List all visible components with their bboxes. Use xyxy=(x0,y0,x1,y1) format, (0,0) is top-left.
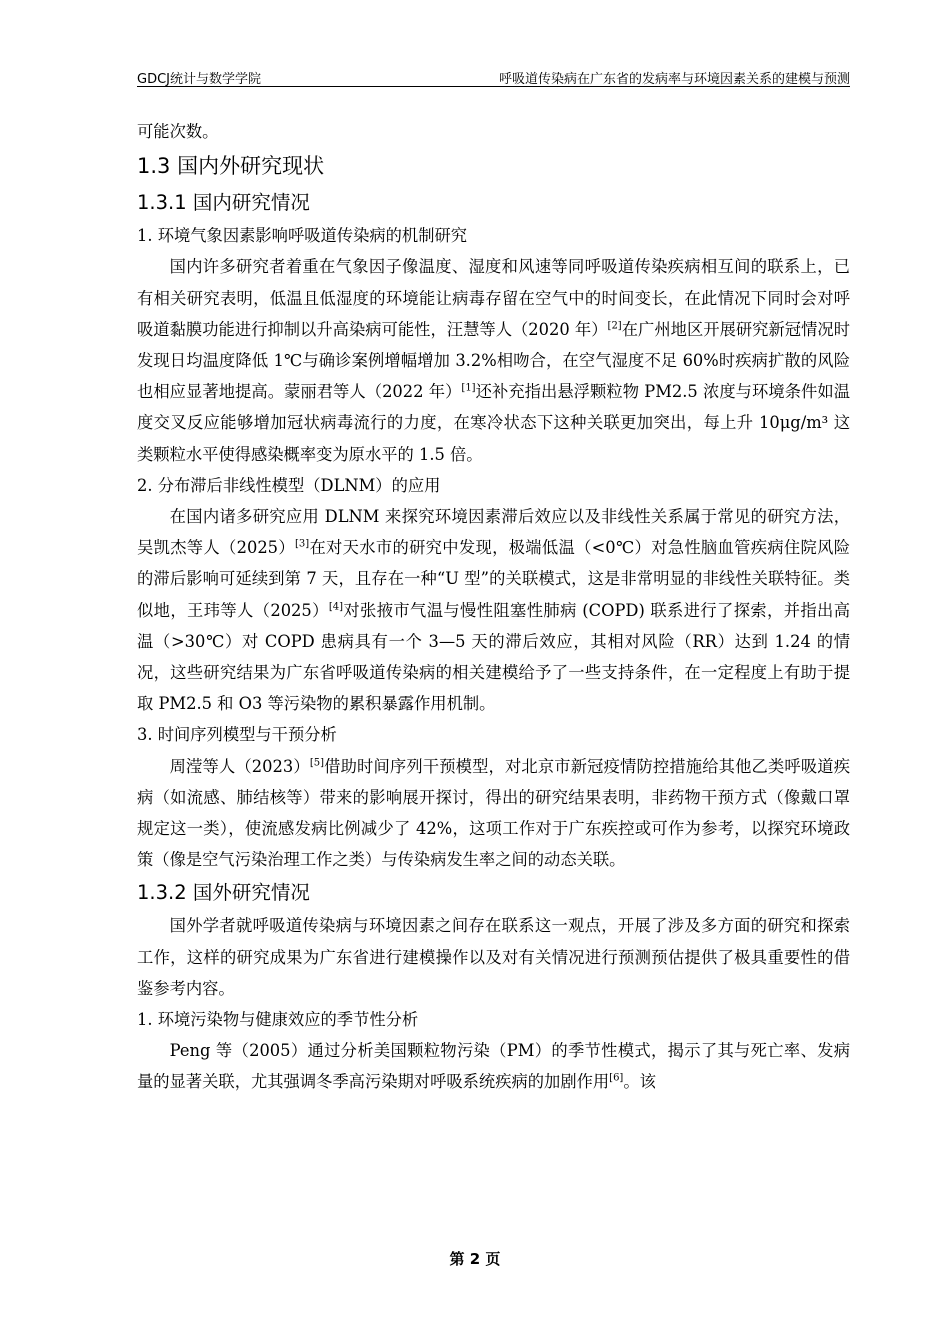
paragraph-text: 还补充指出悬浮颗粒物 PM2.5 浓度与环境条件如温度交叉反应能够增加冠状病毒流行的力度，在寒冷状态下这种关联更加突出，每上升 10μg/m³ 这类颗粒水平使得感染概率变为原水平的 1.5 倍。 xyxy=(137,382,850,464)
section-heading-1-3: 1.3 国内外研究现状 xyxy=(137,154,325,179)
header-institution: GDCJ统计与数学学院 xyxy=(137,72,261,87)
page-header xyxy=(137,66,850,87)
citation-ref: [6] xyxy=(609,1073,624,1085)
section-heading-1-3-2: 1.3.2 国外研究情况 xyxy=(137,881,310,905)
citation-ref: [2] xyxy=(607,320,622,332)
paragraph xyxy=(137,751,850,876)
paragraph xyxy=(137,1035,850,1097)
list-item-title: 3. 时间序列模型与干预分析 xyxy=(137,725,337,745)
paragraph xyxy=(137,501,850,719)
citation-ref: [5] xyxy=(309,757,324,769)
citation-ref: [4] xyxy=(328,601,343,613)
paragraph xyxy=(137,251,850,469)
paragraph-text: 在国内诸多研究应用 DLNM 来探究环境因素滞后效应以及非线性关系属于常见的研究方法，吴凯杰等人（2025） xyxy=(137,507,850,558)
citation-ref: [3] xyxy=(294,538,310,550)
paragraph-text: 在广州地区开展研究新冠情况时发现日均温度降低 1℃与确诊案例增幅增加 3.2%相吻合，在空气湿度不足 60%时疾病扩散的风险也相应显著地提高。蒙丽君等人（2022 年） xyxy=(137,319,850,402)
paragraph-text: 周滢等人（2023） xyxy=(169,756,310,776)
page-number: 第 2 页 xyxy=(449,1250,501,1268)
paragraph-text: 在对天水市的研究中发现，极端低温（<0℃）对急性脑血管疾病住院风险的滞后影响可延续到第 7 天，且存在一种“U 型”的关联模式，这是非常明显的非线性关联特征。类似地，王玮等人（2025） xyxy=(137,538,851,620)
continuation-text: 可能次数。 xyxy=(137,122,219,141)
list-item-title: 2. 分布滞后非线性模型（DLNM）的应用 xyxy=(137,475,441,495)
paragraph-text: 国内许多研究者着重在气象因子像温度、湿度和风速等同呼吸道传染疾病相互间的联系上，已有相关研究表明，低温且低湿度的环境能让病毒存留在空气中的时间变长，在此情况下同时会对呼吸道黏膜功能进行抑制以升高染病可能性，汪慧等人（2020 年） xyxy=(137,257,850,339)
paragraph-text: 对张掖市气温与慢性阻塞性肺病 (COPD) 联系进行了探索，并指出高温（>30℃）对 COPD 患病具有一个 3—5 天的滞后效应，其相对风险（RR）达到 1.24 的情况，这些研究结果为广东省呼吸道传染病的相关建模给予了一些支持条件，在一定程度上有助于提取 PM2.5 和 O3 等污染物的累积暴露作用机制。 xyxy=(137,600,850,714)
paragraph-text: 。该 xyxy=(623,1072,656,1092)
paragraph: 国外学者就呼吸道传染病与环境因素之间存在联系这一观点，开展了涉及多方面的研究和探索工作，这样的研究成果为广东省进行建模操作以及对有关情况进行预测预估提供了极具重要性的借鉴参考内容。 xyxy=(137,916,850,998)
citation-ref: [1] xyxy=(461,382,476,394)
paragraph-text: Peng 等（2005）通过分析美国颗粒物污染（PM）的季节性模式，揭示了其与死亡率、发病量的显著关联，尤其强调冬季高污染期对呼吸系统疾病的加剧作用 xyxy=(137,1041,850,1092)
section-heading-1-3-1: 1.3.1 国内研究情况 xyxy=(137,191,310,215)
list-item-title: 1. 环境污染物与健康效应的季节性分析 xyxy=(137,1010,419,1030)
list-item-title: 1. 环境气象因素影响呼吸道传染病的机制研究 xyxy=(137,226,468,246)
page-body xyxy=(137,116,850,1098)
header-title: 呼吸道传染病在广东省的发病率与环境因素关系的建模与预测 xyxy=(498,72,850,87)
paragraph-text: 借助时间序列干预模型，对北京市新冠疫情防控措施给其他乙类呼吸道疾病（如流感、肺结核等）带来的影响展开探讨，得出的研究结果表明，非药物干预方式（像戴口罩规定这一类），使流感发病比例减少了 42%，这项工作对于广东疾控或可作为参考，以探究环境政策（像是空气污染治理工作之类）与传染病发生率之间的动态关联。 xyxy=(137,756,850,870)
